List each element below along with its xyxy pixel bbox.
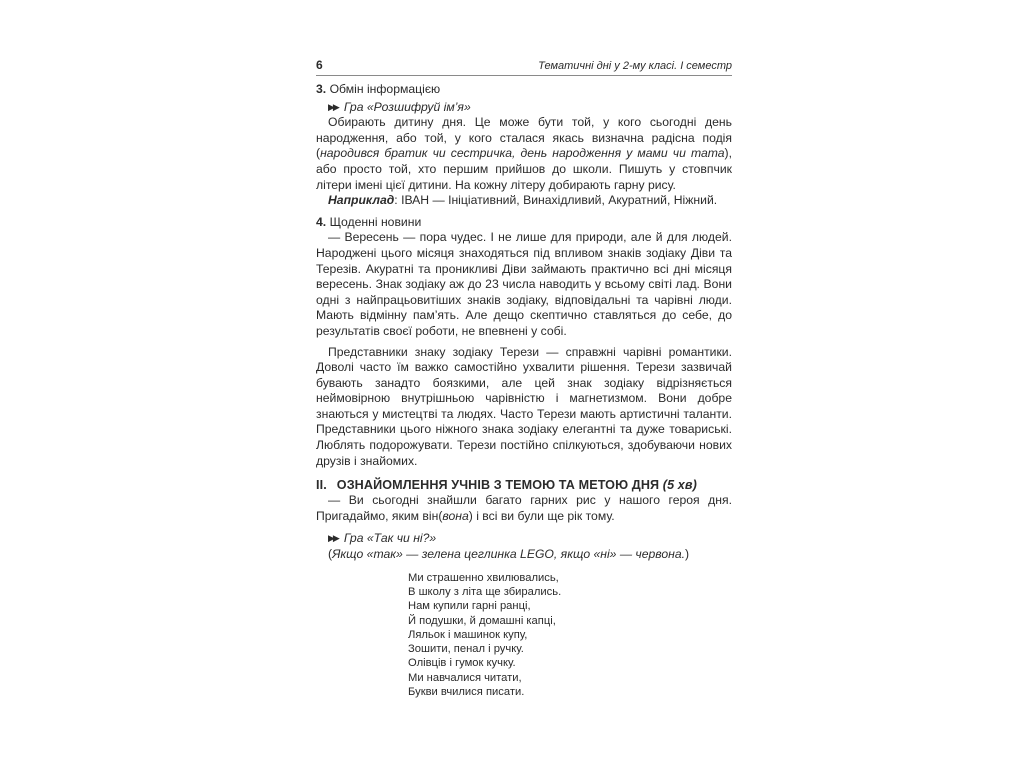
item-3-paragraph bbox=[316, 115, 732, 193]
example-label: Наприклад bbox=[328, 193, 395, 208]
section-2-roman: ІІ. bbox=[316, 478, 327, 493]
example-text: : ІВАН — Ініціативний, Винахідливий, Акуратний, Ніжний. bbox=[394, 193, 718, 208]
item-4-number: 4. bbox=[316, 214, 327, 229]
game-1-label bbox=[316, 100, 732, 116]
section-2-text-italic: вона bbox=[442, 508, 469, 523]
poem-line: Ми страшенно хвилювались, bbox=[408, 571, 559, 584]
item-3-text-italic: народився братик чи сестричка, день народження у мами чи тата bbox=[320, 146, 725, 161]
game-1-text: Гра «Розшифруй ім’я» bbox=[343, 99, 471, 114]
game-2-label bbox=[316, 531, 732, 547]
running-title: Тематичні дні у 2-му класі. I семестр bbox=[538, 60, 732, 72]
section-2-text-a: — Ви сьогодні знайшли багато гарних рис у нашого героя дня. Пригадаймо, яким він( bbox=[316, 493, 732, 523]
poem-line: Ми навчалися читати, bbox=[408, 671, 522, 684]
double-triangle-icon: ▶▶ bbox=[328, 533, 338, 544]
poem-line: Нам купили гарні ранці, bbox=[408, 600, 531, 613]
instruction-open: ( bbox=[328, 547, 333, 562]
item-3-text-a: Обирають дитину дня. Це може бути той, у кого сьогодні день народження, або той, у кого сталася якась визначна радісна подія ( bbox=[316, 115, 732, 161]
page-header bbox=[316, 54, 732, 76]
poem-line: Зошити, пенал і ручку. bbox=[408, 643, 524, 656]
instruction-text: Якщо «так» — зелена цеглинка LEGO, якщо «ні» — червона. bbox=[332, 547, 686, 562]
game-2-instruction bbox=[316, 547, 732, 563]
item-4-paragraph-2: Представники знаку зодіаку Терези — справжні чарівні романтики. Доволі часто їм важко самостійно ухвалити рішення. Терези зазвичай бувають занадто боязкими, але цей знак зодіаку відрізняється неймовірною внутрішньою чарівністю і магнетизмом. Вони добре знаються у мистецтві та людях. Часто Терези мають артистичні таланти. Представники цього ніжного знака зодіаку елегантні та дуже товариські. Люблять подорожувати. Терези постійно спілкуються, здобуваючи нових друзів і знайомих. bbox=[316, 344, 732, 468]
section-2-title: ОЗНАЙОМЛЕННЯ УЧНІВ З ТЕМОЮ ТА МЕТОЮ ДНЯ bbox=[336, 478, 660, 493]
example-paragraph bbox=[316, 193, 732, 209]
item-3-title: Обмін інформацією bbox=[329, 82, 441, 96]
poem-line: Букви вчилися писати. bbox=[408, 686, 525, 698]
game-2-text: Гра «Так чи ні?» bbox=[343, 531, 437, 546]
section-2-heading bbox=[316, 477, 732, 493]
section-2-paragraph bbox=[316, 493, 732, 524]
poem bbox=[408, 571, 732, 700]
double-triangle-icon: ▶▶ bbox=[328, 101, 338, 112]
poem-line: Ляльок і машинок купу, bbox=[408, 628, 528, 641]
item-4-heading bbox=[316, 215, 732, 231]
item-3-number: 3. bbox=[316, 82, 327, 96]
poem-line: Олівців і гумок кучку. bbox=[408, 657, 516, 670]
instruction-close: ) bbox=[685, 547, 690, 562]
item-4-paragraph-1: — Вересень — пора чудес. І не лише для природи, але й для людей. Народжені цього місяця знаходяться під впливом знаків зодіаку Діви та Терезів. Акуратні та проникливі Діви займають практично всі дні місяця вересень. Знак зодіаку аж до 23 числа наводить у всьому світі лад. Вони одні з найпрацьовитіших знаків зодіаку, відповідальні та чарівні люди. Мають відмінну пам’ять. Але дещо скептично ставляться до себе, до результатів своєї роботи, не впевнені у собі. bbox=[316, 230, 732, 338]
section-2-text-b: ) і всі ви були ще рік тому. bbox=[468, 508, 615, 523]
section-2-time: (5 хв) bbox=[662, 478, 697, 493]
item-4-title: Щоденні новини bbox=[329, 214, 422, 229]
item-3-text-b: ), або просто той, хто першим прийшов до школи. Пишуть у стовпчик літери імені цієї дитини. На кожну літеру добирають гарну рису. bbox=[316, 146, 732, 192]
page-number: 6 bbox=[316, 58, 323, 72]
item-3-heading bbox=[316, 82, 732, 98]
poem-line: Й подушки, й домашні капці, bbox=[408, 614, 556, 627]
poem-line: В школу з літа ще збирались. bbox=[408, 585, 562, 598]
page-content bbox=[316, 54, 732, 699]
